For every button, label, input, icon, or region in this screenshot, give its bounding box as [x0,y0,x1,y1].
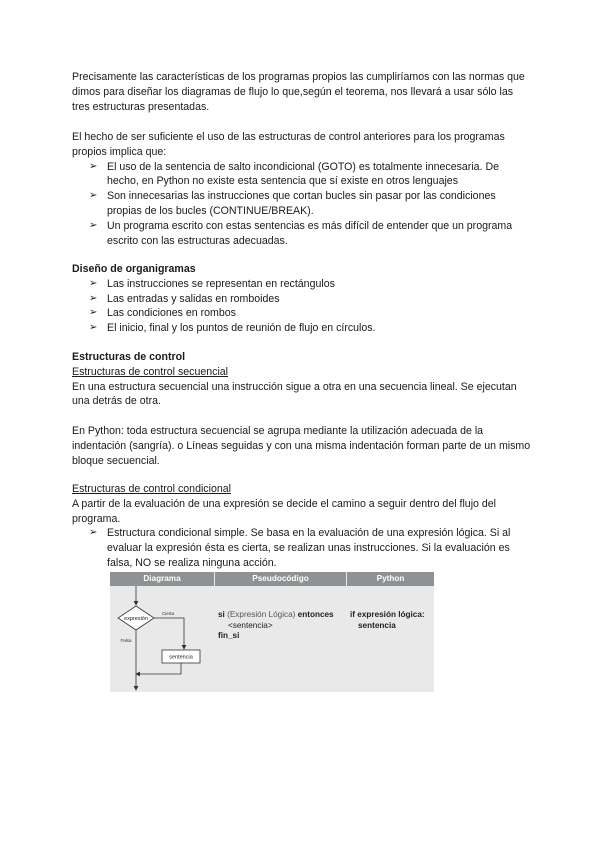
keyword-si: si [218,610,225,619]
conditional-table [110,572,434,692]
arrow-bullet-icon: ➢ [89,190,98,202]
sufficient-section [72,130,532,248]
python-line-2: sentencia [358,620,396,630]
diagram-cell [110,586,214,692]
list-item-text: El inicio, final y los puntos de reunión de flujo en círculos. [107,322,376,335]
list-item [72,321,532,336]
arrow-bullet-icon: ➢ [89,307,98,319]
true-branch-arrow [154,618,184,649]
table-header-pseudocodigo: Pseudocódigo [215,572,346,586]
list-item-text: Son innecesarias las instrucciones que cortan bucles sin pasar por las condiciones propias de los bucles (CONTINUE/BREAK). [107,190,496,217]
organigramas-heading: Diseño de organigramas [72,263,196,275]
list-item [72,160,532,190]
intro-paragraph: Precisamente las características de los programas propios las cumpliríamos con las normas que dimos para diseñar los diagramas de flujo lo que,según el teorema, nos llevará a usar sólo las tres estructuras presentadas. [72,71,525,113]
merge-arrow [136,663,181,674]
list-item [72,292,532,307]
action-label: sentencia [169,654,193,661]
sufficient-paragraph: El hecho de ser suficiente el uso de las estructuras de control anteriores para los programas propios implica que: [72,131,505,158]
sufficient-list [72,160,532,249]
python-section [72,424,532,468]
sequential-heading: Estructuras de control secuencial [72,365,229,378]
arrow-bullet-icon: ➢ [89,322,98,334]
keyword-entonces: entonces [297,610,334,619]
condition-label: expresión [124,616,148,622]
python-line-1: if expresión lógica: [350,610,425,619]
control-heading: Estructuras de control [72,351,186,363]
list-item [72,277,532,292]
list-item [72,189,532,219]
conditional-list [72,526,532,570]
organigramas-section [72,262,532,336]
pseudocode-line-1 [218,610,346,621]
python-cell [347,586,434,692]
conditional-section [72,482,532,571]
control-section [72,350,532,409]
arrow-bullet-icon: ➢ [89,277,98,289]
arrow-bullet-icon: ➢ [89,292,98,304]
list-item [72,306,532,321]
table-header-python: Python [347,572,434,586]
arrow-bullet-icon: ➢ [89,527,98,539]
python-paragraph: En Python: toda estructura secuencial se agrupa mediante la utilización adecuada de la indentación (sangría). o Líneas seguidas y con una misma indentación forman parte de un mismo bloque secuencial. [72,425,531,467]
pseudocode-expression: (Expresión Lógica) [224,610,298,619]
flowchart-diagram [110,586,214,692]
intro-section [72,70,532,114]
list-item-text: Las condiciones en rombos [107,307,236,320]
list-item-text: Estructura condicional simple. Se basa en la evaluación de una expresión lógica. Si al evaluar la expresión ésta es cierta, se realizan unas instrucciones. Si la evaluación es falsa, NO se realiza ninguna acción. [107,527,511,569]
true-branch-label: Cierta [161,611,175,616]
table-header-diagrama: Diagrama [110,572,214,586]
list-item-text: Las instrucciones se representan en rectángulos [107,277,335,290]
list-item [72,526,532,570]
false-branch-label: Falsa [120,638,132,643]
arrow-bullet-icon: ➢ [89,160,98,172]
list-item [72,219,532,249]
list-item-text: El uso de la sentencia de salto incondicional (GOTO) es totalmente innecesaria. De hecho, en Python no existe esta sentencia que sí existe en otros lenguajes [107,160,499,188]
list-item-text: Las entradas y salidas en romboides [107,292,280,305]
organigramas-list [72,277,532,336]
arrow-bullet-icon: ➢ [89,219,98,231]
pseudocode-line-3: fin_si [218,631,240,640]
pseudocode-cell [215,586,346,692]
list-item-text: Un programa escrito con estas sentencias es más difícil de entender que un programa escrito con las estructuras adecuadas. [107,219,513,247]
conditional-paragraph: A partir de la evaluación de una expresión se decide el camino a seguir dentro del flujo del programa. [72,497,497,525]
conditional-heading: Estructuras de control condicional [72,483,231,495]
sequential-paragraph: En una estructura secuencial una instrucción sigue a otra en una secuencia lineal. Se ejecutan una detrás de otra. [72,380,517,408]
pseudocode-line-2: <sentencia> [228,620,273,630]
